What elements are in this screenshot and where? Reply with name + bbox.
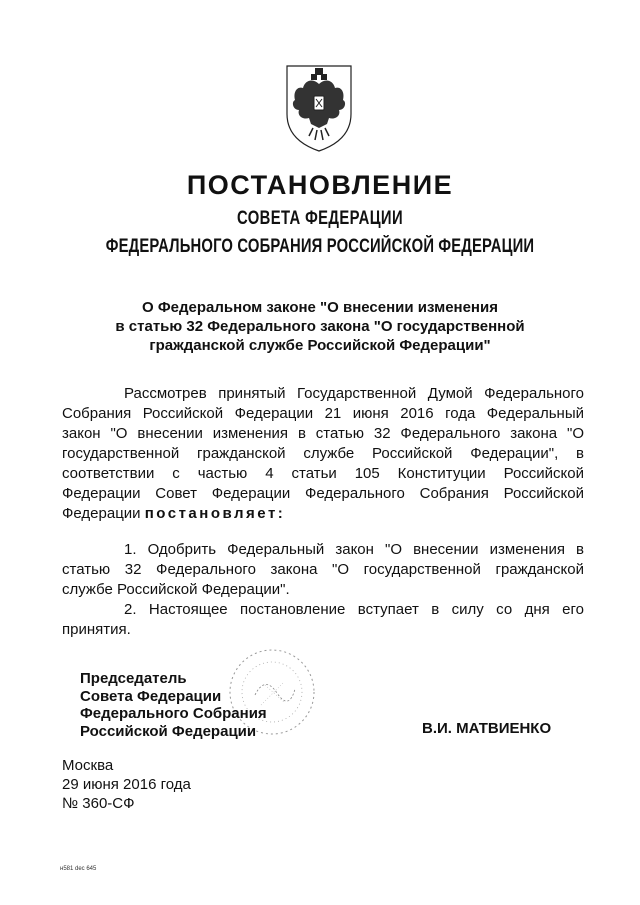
preamble-line bbox=[62, 504, 584, 524]
item-1-line: службе Российской Федерации". bbox=[62, 581, 290, 598]
city: Москва bbox=[62, 757, 114, 774]
footer-code: н581 dec 645 bbox=[60, 866, 97, 872]
subject-line: гражданской службе Российской Федерации" bbox=[149, 337, 491, 354]
item-1-line: 1. Одобрить Федеральный закон "О внесении изменения в bbox=[124, 541, 584, 558]
preamble-line: соответствии с частью 4 статьи 105 Конституции Российской bbox=[62, 465, 584, 482]
subject-line: О Федеральном законе "О внесении изменения bbox=[142, 299, 498, 316]
preamble-line: закон "О внесении изменения в статью 32 Федерального закона "О bbox=[62, 425, 584, 442]
coat-of-arms-icon bbox=[283, 62, 355, 154]
preamble-line: Рассмотрев принятый Государственной Думой Федерального bbox=[124, 385, 584, 402]
preamble-line: государственной гражданской службе Российской Федерации", в bbox=[62, 445, 584, 462]
date: 29 июня 2016 года bbox=[62, 776, 191, 793]
issuing-body-line-2: ФЕДЕРАЛЬНОГО СОБРАНИЯ РОССИЙСКОЙ ФЕДЕРАЦИИ bbox=[105, 236, 535, 257]
document-number: № 360-СФ bbox=[62, 795, 135, 812]
signer-position bbox=[80, 670, 267, 740]
place-and-date bbox=[62, 756, 191, 813]
document-subject bbox=[60, 298, 580, 355]
resolution-items bbox=[62, 540, 584, 640]
resolves-colon: : bbox=[277, 505, 286, 522]
signer-name: В.И. МАТВИЕНКО bbox=[422, 720, 552, 737]
item-2-line: принятия. bbox=[62, 621, 131, 638]
subject-line: в статью 32 Федерального закона "О государственной bbox=[115, 318, 525, 335]
document-title: ПОСТАНОВЛЕНИЕ bbox=[186, 170, 454, 200]
preamble-line: Федерации Совет Федерации Федерального Собрания Российской bbox=[62, 485, 584, 502]
resolves-word: постановляет bbox=[144, 505, 278, 522]
signer-position-line: Федерального Собрания bbox=[80, 705, 267, 722]
signer-position-line: Российской Федерации bbox=[80, 722, 257, 740]
preamble-line-prefix: Федерации bbox=[62, 505, 141, 522]
item-1-line: статью 32 Федерального закона "О государственной гражданской bbox=[62, 561, 584, 578]
signer-position-line: Председатель bbox=[80, 670, 187, 687]
preamble-paragraph bbox=[62, 384, 584, 524]
item-2-line: 2. Настоящее постановление вступает в силу со дня его bbox=[124, 601, 584, 618]
preamble-line: Собрания Российской Федерации 21 июня 2016 года Федеральный bbox=[62, 405, 584, 422]
issuing-body-line-1: СОВЕТА ФЕДЕРАЦИИ bbox=[236, 208, 404, 229]
signer-position-line: Совета Федерации bbox=[80, 687, 222, 705]
